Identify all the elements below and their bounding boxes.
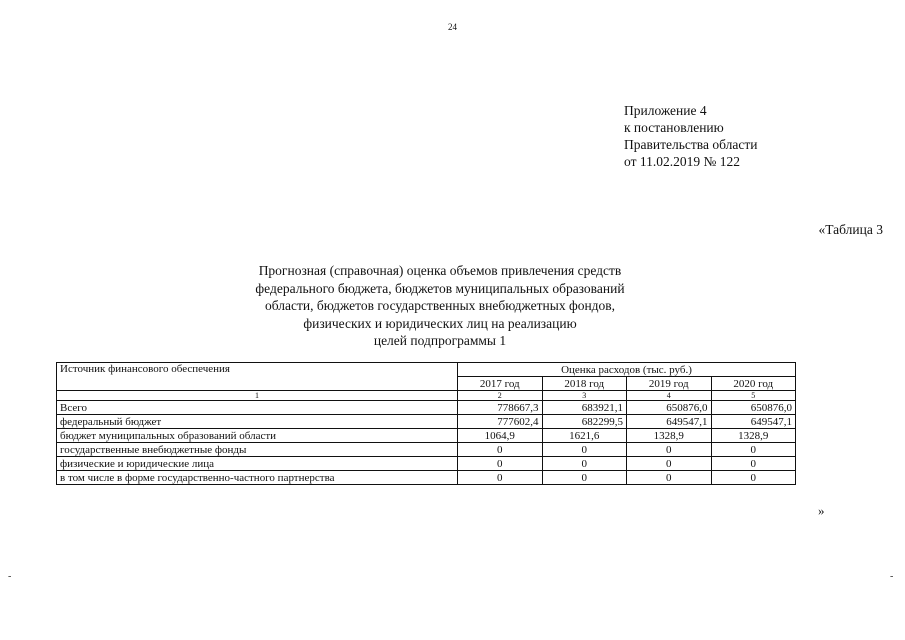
document-title bbox=[150, 262, 730, 350]
appendix-line: от 11.02.2019 № 122 bbox=[624, 154, 740, 169]
header-row bbox=[57, 363, 796, 377]
title-line: федерального бюджета, бюджетов муниципальных образований bbox=[255, 280, 625, 296]
cell-value: 683921,1 bbox=[542, 401, 627, 415]
table-row bbox=[57, 457, 796, 471]
column-index-row bbox=[57, 391, 796, 401]
row-label: физические и юридические лица bbox=[57, 457, 458, 471]
cell-value: 650876,0 bbox=[711, 401, 796, 415]
appendix-line: к постановлению bbox=[624, 120, 724, 135]
cell-value: 649547,1 bbox=[711, 415, 796, 429]
cell-value: 682299,5 bbox=[542, 415, 627, 429]
cell-value: 0 bbox=[458, 471, 543, 485]
cell-value: 1328,9 bbox=[627, 429, 712, 443]
year-header: 2018 год bbox=[542, 377, 627, 391]
cell-value: 0 bbox=[711, 457, 796, 471]
appendix-header bbox=[624, 102, 757, 170]
source-header: Источник финансового обеспечения bbox=[57, 363, 458, 391]
column-index: 4 bbox=[627, 391, 712, 401]
column-index: 2 bbox=[458, 391, 543, 401]
page-number: 24 bbox=[448, 22, 457, 32]
cell-value: 650876,0 bbox=[627, 401, 712, 415]
cell-value: 0 bbox=[458, 443, 543, 457]
row-label: бюджет муниципальных образований области bbox=[57, 429, 458, 443]
cell-value: 0 bbox=[542, 471, 627, 485]
cell-value: 0 bbox=[627, 457, 712, 471]
title-line: целей подпрограммы 1 bbox=[373, 333, 507, 348]
row-label: в том числе в форме государственно-частного партнерства bbox=[57, 471, 458, 485]
table-row bbox=[57, 429, 796, 443]
cell-value: 0 bbox=[458, 457, 543, 471]
cell-value: 0 bbox=[542, 457, 627, 471]
row-label: Всего bbox=[57, 401, 458, 415]
cell-value: 0 bbox=[711, 471, 796, 485]
cell-value: 0 bbox=[627, 471, 712, 485]
cell-value: 1328,9 bbox=[711, 429, 796, 443]
cell-value: 1621,6 bbox=[542, 429, 627, 443]
year-header: 2017 год bbox=[458, 377, 543, 391]
cell-value: 649547,1 bbox=[627, 415, 712, 429]
row-label: федеральный бюджет bbox=[57, 415, 458, 429]
column-index: 3 bbox=[542, 391, 627, 401]
year-header: 2020 год bbox=[711, 377, 796, 391]
closing-quote: » bbox=[818, 503, 825, 518]
cell-value: 777602,4 bbox=[458, 415, 543, 429]
cell-value: 0 bbox=[627, 443, 712, 457]
cell-value: 1064,9 bbox=[458, 429, 543, 443]
table-row bbox=[57, 401, 796, 415]
appendix-line: Приложение 4 bbox=[624, 103, 707, 118]
cell-value: 0 bbox=[542, 443, 627, 457]
year-header: 2019 год bbox=[627, 377, 712, 391]
cell-value: 778667,3 bbox=[458, 401, 543, 415]
scan-edge-mark: - bbox=[8, 571, 12, 582]
financing-table bbox=[56, 362, 796, 485]
title-line: физических и юридических лиц на реализацию bbox=[303, 315, 577, 331]
scan-edge-mark: - bbox=[890, 571, 894, 582]
row-label: государственные внебюджетные фонды bbox=[57, 443, 458, 457]
table-row bbox=[57, 471, 796, 485]
title-line: Прогнозная (справочная) оценка объемов привлечения средств bbox=[258, 263, 622, 278]
title-line: области, бюджетов государственных внебюджетных фондов, bbox=[264, 298, 616, 313]
estimate-header: Оценка расходов (тыс. руб.) bbox=[458, 363, 796, 377]
table-reference: «Таблица 3 bbox=[818, 222, 883, 237]
table-row bbox=[57, 415, 796, 429]
cell-value: 0 bbox=[711, 443, 796, 457]
column-index: 1 bbox=[57, 391, 458, 401]
column-index: 5 bbox=[711, 391, 796, 401]
appendix-line: Правительства области bbox=[624, 137, 758, 152]
table-row bbox=[57, 443, 796, 457]
